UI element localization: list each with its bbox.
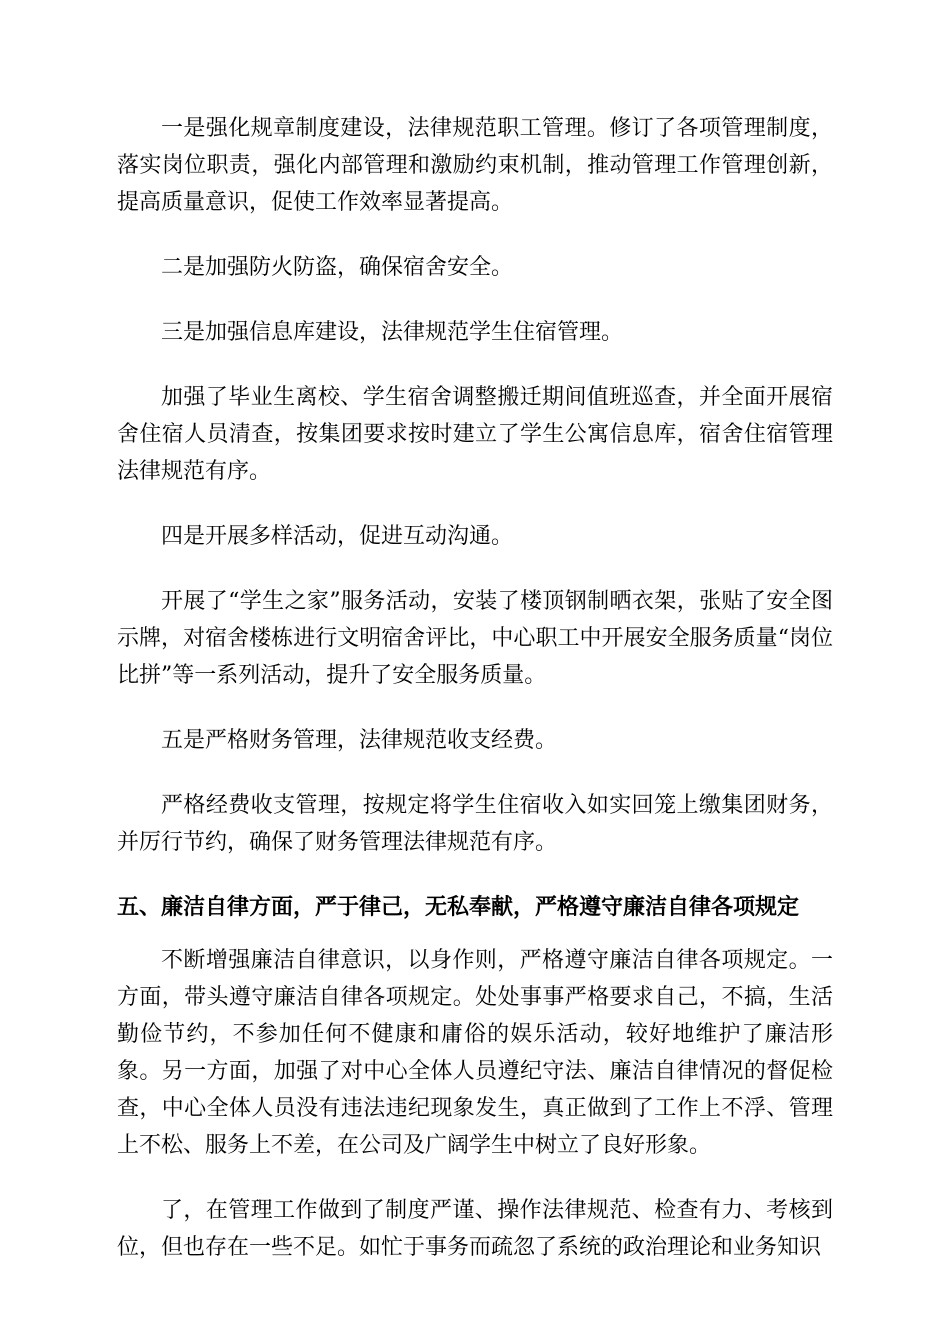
paragraph-4: 加强了毕业生离校、学生宿舍调整搬迁期间值班巡查，并全面开展宿舍住宿人员清查，按集团要求按时建立了学生公寓信息库，宿舍住宿管理法律规范有序。	[117, 385, 833, 484]
paragraph-9: 不断增强廉洁自律意识，以身作则，严格遵守廉洁自律各项规定。一方面，带头遵守廉洁自律各项规定。处处事事严格要求自己，不搞，生活勤俭节约，不参加任何不健康和庸俗的娱乐活动，较好地维护了廉洁形象。另一方面，加强了对中心全体人员遵纪守法、廉洁自律情况的督促检查，中心全体人员没有违法违纪现象发生，真正做到了工作上不浮、管理上不松、服务上不差，在公司及广阔学生中树立了良好形象。	[117, 948, 833, 1158]
paragraph-1: 一是强化规章制度建设，法律规范职工管理。修订了各项管理制度，落实岗位职责，强化内部管理和激励约束机制，推动管理工作管理创新，提高质量意识，促使工作效率显著提高。	[117, 116, 833, 215]
paragraph-6: 开展了“学生之家”服务活动，安装了楼顶钢制晒衣架，张贴了安全图示牌，对宿舍楼栋进行文明宿舍评比，中心职工中开展安全服务质量“岗位比拼”等一系列活动，提升了安全服务质量。	[117, 589, 833, 688]
paragraph-7: 五是严格财务管理，法律规范收支经费。	[161, 728, 558, 753]
paragraph-5: 四是开展多样活动，促进互动沟通。	[161, 524, 514, 549]
document-page	[117, 110, 833, 1294]
paragraph-8: 严格经费收支管理，按规定将学生住宿收入如实回笼上缴集团财务，并厉行节约，确保了财务管理法律规范有序。	[117, 793, 833, 855]
paragraph-2: 二是加强防火防盗，确保宿舍安全。	[161, 255, 514, 280]
paragraph-10: 了，在管理工作做到了制度严谨、操作法律规范、检查有力、考核到位，但也存在一些不足。如忙于事务而疏忽了系统的政治理论和业务知识	[117, 1198, 833, 1260]
paragraph-3: 三是加强信息库建设，法律规范学生住宿管理。	[161, 320, 624, 345]
section-heading: 五、廉洁自律方面，严于律己，无私奉献，严格遵守廉洁自律各项规定	[117, 895, 800, 920]
